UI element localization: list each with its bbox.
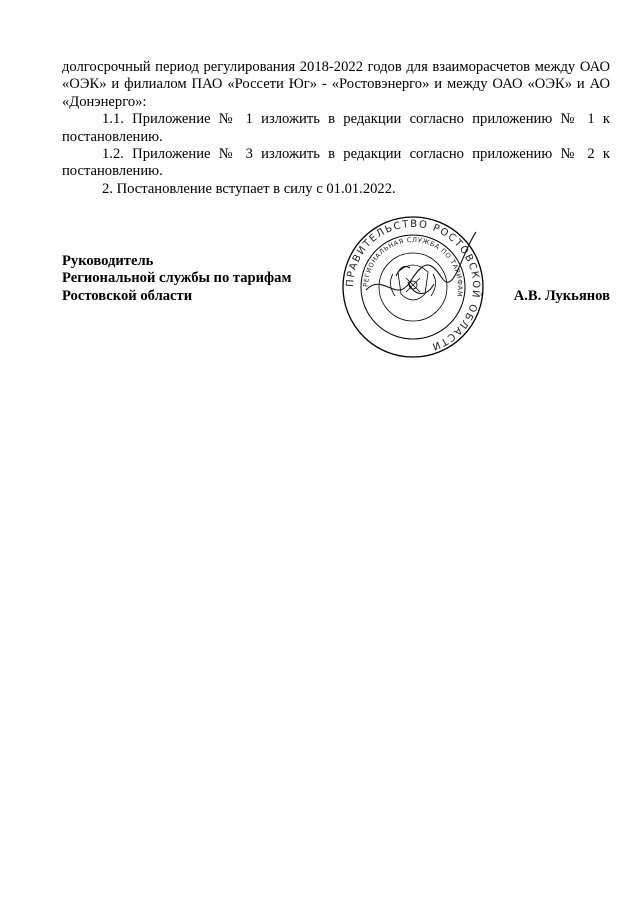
paragraph-item-2: 2. Постановление вступает в силу с 01.01.2022. xyxy=(102,180,396,197)
seal-inner-text: РЕГИОНАЛЬНАЯ СЛУЖБА ПО ТАРИФАМ xyxy=(361,235,465,298)
signatory-title-line-3: Ростовской области xyxy=(62,287,193,304)
document-body xyxy=(62,59,610,198)
coat-of-arms-emblem xyxy=(390,265,435,300)
seal-inner-ring xyxy=(361,235,465,339)
official-seal-stamp xyxy=(338,212,488,362)
signatory-title xyxy=(62,253,291,305)
paragraph-item-1-2: 1.2. Приложение № 3 изложить в редакции согласно приложению № 2 к постановлению. xyxy=(62,146,610,180)
seal-outer-text: ПРАВИТЕЛЬСТВО РОСТОВСКОЙ ОБЛАСТИ xyxy=(344,218,482,353)
signatory-title-line-2: Региональной службы по тарифам xyxy=(62,270,292,287)
paragraph-continuation: долгосрочный период регулирования 2018-2022 годов для взаиморасчетов между ОАО «ОЭК» и филиалом ПАО «Россети Юг» - «Ростовэнерго» и между ОАО «ОЭК» и АО «Донэнерго»: xyxy=(62,59,610,110)
signatory-title-line-1: Руководитель xyxy=(62,253,154,269)
paragraph-item-1-1: 1.1. Приложение № 1 изложить в редакции согласно приложению № 1 к постановлению. xyxy=(62,111,610,145)
signatory-name: А.В. Лукьянов xyxy=(513,288,610,304)
